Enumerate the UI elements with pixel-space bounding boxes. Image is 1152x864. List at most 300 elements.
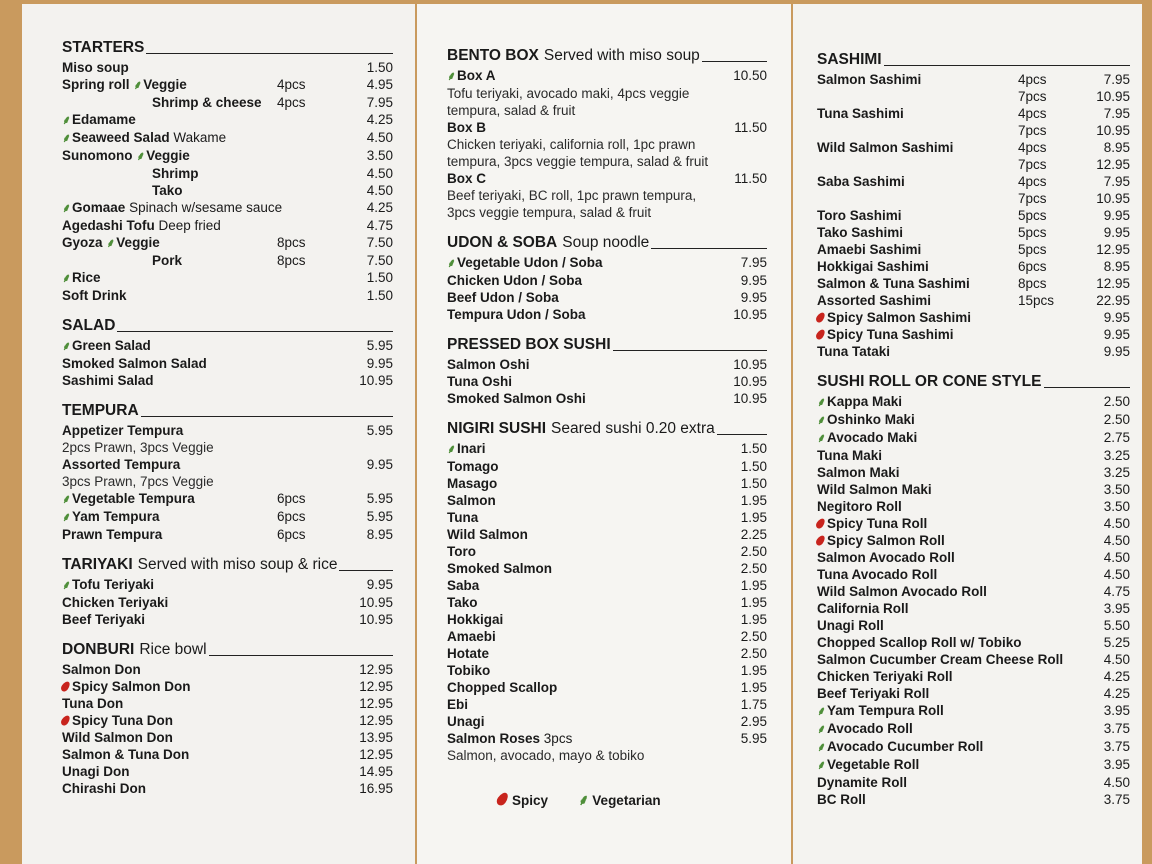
menu-section [447,46,767,221]
item-option: Tako [152,183,183,198]
item-name: Avocado Cucumber Roll [827,739,984,754]
menu-section [447,419,767,764]
item-name: Green Salad [72,338,151,353]
item-name: Spring roll [62,77,130,92]
item-price: 1.95 [740,680,767,695]
menu-item [817,791,1130,808]
item-name: Salmon Cucumber Cream Cheese Roll [817,652,1064,667]
item-price: 4.50 [366,166,393,181]
item-price: 3.75 [1103,721,1130,736]
item-name-cell [817,583,1018,600]
item-price: 12.95 [1096,157,1130,172]
menu-item [817,309,1130,326]
item-name: Tempura Udon / Soba [447,307,586,322]
menu-item [447,390,767,407]
item-name-cell [817,720,1018,738]
item-quantity: 8pcs [277,253,306,268]
item-name-cell [62,456,277,473]
item-description [447,747,767,764]
item-name: Vegetable Udon / Soba [457,255,603,270]
section-rule [717,434,767,435]
item-name-cell [817,481,1018,498]
menu-item [62,94,393,111]
item-name: Prawn Tempura [62,527,163,542]
item-price: 5.50 [1103,618,1130,633]
menu-item [62,147,393,165]
menu-item [447,458,767,475]
menu-item [447,306,767,323]
menu-item [447,526,767,543]
item-name-cell [817,600,1018,617]
item-quantity: 6pcs [277,491,306,506]
menu-item [62,252,393,269]
item-description-text: 3pcs Prawn, 7pcs Veggie [62,474,214,489]
item-price: 3.25 [1103,448,1130,463]
item-price: 7.95 [740,255,767,270]
item-option: Shrimp [152,166,199,181]
item-name-cell [447,611,721,628]
leaf-icon: ⸙ [817,431,827,445]
item-quantity: 5pcs [1018,225,1047,240]
item-name: Tako Sashimi [817,225,904,240]
item-name-cell [817,464,1018,481]
item-price: 14.95 [359,764,393,779]
item-name: Hokkigai Sashimi [817,259,929,274]
item-price: 5.95 [740,731,767,746]
menu-item [62,182,393,199]
item-option: Veggie [143,77,187,92]
item-name-cell [447,509,721,526]
menu-item [817,343,1130,360]
item-name: Salmon & Tuna Don [62,747,190,762]
item-quantity: 4pcs [1018,106,1047,121]
menu-item [62,337,393,355]
item-price: 4.25 [366,112,393,127]
item-name-cell [447,543,721,560]
menu-item [447,560,767,577]
item-name-cell [817,343,1018,360]
section-subtitle: Served with miso soup & rice [137,556,338,573]
section-rule [117,331,393,332]
item-name-cell [62,594,277,611]
item-price: 12.95 [1096,242,1130,257]
item-name: Negitoro Roll [817,499,902,514]
section-header [62,401,393,421]
item-name-cell [447,356,721,373]
section-rule [884,65,1130,66]
item-name: Wild Salmon Sashimi [817,140,954,155]
menu-item [62,59,393,76]
menu-item [62,234,393,252]
item-name: Rice [72,270,101,285]
item-price: 4.25 [366,200,393,215]
item-name: Chicken Teriyaki Roll [817,669,953,684]
item-price: 7.95 [366,95,393,110]
item-price: 9.95 [740,273,767,288]
leaf-icon: ⸙ [62,113,72,127]
item-name-cell [447,696,721,713]
item-name: Avocado Maki [827,430,918,445]
menu-item [62,490,393,508]
item-name: Wild Salmon Maki [817,482,932,497]
item-name-cell [447,475,721,492]
item-price: 7.50 [366,253,393,268]
item-price: 9.95 [366,356,393,371]
item-price: 5.95 [366,491,393,506]
menu-item [62,456,393,473]
menu-section [62,640,393,797]
menu-item [62,695,393,712]
section-title: TARIYAKI [62,556,133,573]
item-name: Smoked Salmon Salad [62,356,207,371]
menu-item [817,173,1130,190]
item-price: 4.50 [1103,516,1130,531]
menu-item [447,509,767,526]
menu-section [817,372,1130,808]
item-name-cell [62,165,277,182]
item-name: Vegetable Tempura [72,491,195,506]
section-title: PRESSED BOX SUSHI [447,336,611,353]
menu-section [817,50,1130,360]
item-name: Spicy Tuna Don [72,713,174,728]
menu-item [817,275,1130,292]
menu-section [447,233,767,323]
item-name: Chopped Scallop Roll w/ Tobiko [817,635,1022,650]
chili-icon [814,311,826,324]
menu-item [62,165,393,182]
menu-item [62,729,393,746]
item-price: 3.25 [1103,465,1130,480]
item-name-cell [62,355,277,372]
leaf-icon: ⸙ [817,740,827,754]
menu-item [817,549,1130,566]
item-option: Veggie [146,148,190,163]
item-name-cell [447,187,767,204]
menu-item [447,594,767,611]
menu-item [817,258,1130,275]
section-header [62,640,393,660]
chili-icon [495,791,510,808]
item-name: Toro [447,544,476,559]
leaf-icon: ⸙ [817,413,827,427]
item-price: 1.50 [366,270,393,285]
item-name-cell [447,204,767,221]
section-header [62,316,393,336]
section-header [447,233,767,253]
item-name-cell [817,685,1018,702]
section-header [62,555,393,575]
item-name-cell [817,411,1018,429]
menu-item [62,508,393,526]
section-header [62,38,393,58]
item-name-cell [817,447,1018,464]
menu-item [817,774,1130,791]
menu-item [62,594,393,611]
item-price: 9.95 [1103,208,1130,223]
item-price: 2.50 [740,629,767,644]
menu-item [447,119,767,136]
item-price: 10.95 [359,612,393,627]
menu-item [447,696,767,713]
item-price: 11.50 [734,120,767,135]
item-price: 1.95 [740,578,767,593]
item-name: Assorted Tempura [62,457,181,472]
item-name-cell [817,292,1018,309]
menu-item [447,679,767,696]
item-note: Deep fried [158,218,221,233]
item-price: 10.95 [733,374,767,389]
menu-item [62,526,393,543]
item-price: 3.75 [1103,792,1130,807]
item-name-cell [817,791,1018,808]
item-price: 4.75 [366,218,393,233]
menu-item [817,634,1130,651]
item-name-cell [817,71,1018,88]
item-name: Salmon Oshi [447,357,530,372]
item-name-cell [447,373,721,390]
item-price: 10.95 [1096,89,1130,104]
item-price: 5.95 [366,509,393,524]
item-name-cell [817,756,1018,774]
item-name: Appetizer Tempura [62,423,184,438]
item-price: 1.95 [740,595,767,610]
item-description [447,85,767,102]
menu-item [817,88,1130,105]
menu-item [817,122,1130,139]
section-rule [1044,387,1131,388]
item-name: Saba [447,578,480,593]
menu-item [62,287,393,304]
item-name: Unagi Don [62,764,130,779]
item-description [447,187,767,204]
item-name-cell [62,147,277,165]
item-name: Saba Sashimi [817,174,905,189]
item-price: 2.50 [740,646,767,661]
item-name: Beef Udon / Soba [447,290,559,305]
item-name-cell [817,651,1063,668]
item-description-text: Salmon, avocado, mayo & tobiko [447,748,645,763]
item-price: 1.95 [740,663,767,678]
item-name-cell [447,306,721,323]
item-price: 8.95 [1103,140,1130,155]
menu-item [62,576,393,594]
item-quantity: 8pcs [1018,276,1047,291]
item-price: 5.95 [366,423,393,438]
item-name-cell [447,85,767,102]
item-name: Inari [457,441,486,456]
item-quantity: 5pcs [1018,242,1047,257]
item-price: 12.95 [359,696,393,711]
item-description-text: Chicken teriyaki, california roll, 1pc prawn [447,137,696,152]
item-price: 4.95 [366,77,393,92]
item-name: Salmon Don [62,662,141,677]
item-description [62,439,393,456]
menu-item [62,746,393,763]
item-name-cell [62,576,277,594]
menu-item [62,199,393,217]
item-name-cell [447,136,767,153]
item-name-cell [62,217,277,234]
menu-item [817,429,1130,447]
item-name: Tuna Oshi [447,374,513,389]
legend-spicy-label: Spicy [512,793,549,808]
section-title: TEMPURA [62,402,139,419]
menu-item [447,577,767,594]
item-price: 2.50 [1103,394,1130,409]
item-price: 9.95 [1103,344,1130,359]
item-name-cell [447,747,767,764]
item-price: 3.50 [1103,482,1130,497]
menu-item [817,411,1130,429]
item-description [447,204,767,221]
menu-item [447,67,767,85]
item-name: Salmon Sashimi [817,72,922,87]
legend-veg [578,790,661,810]
section-subtitle: Soup noodle [562,234,650,251]
menu-item [817,515,1130,532]
item-name: Hotate [447,646,490,661]
item-price: 9.95 [740,290,767,305]
item-name: Tuna Avocado Roll [817,567,938,582]
item-name-cell [62,526,277,543]
menu-item [447,170,767,187]
menu-item [817,105,1130,122]
leaf-icon: ⸙ [136,149,146,163]
menu-item [447,645,767,662]
item-price: 4.25 [1103,686,1130,701]
item-name-cell [62,129,277,147]
menu-item [447,662,767,679]
item-quantity: 7pcs [1018,123,1047,138]
item-price: 1.50 [740,476,767,491]
item-name-cell [62,695,277,712]
item-name-cell [817,774,1018,791]
item-description [447,136,767,153]
item-name-cell [817,326,1018,343]
item-name: Dynamite Roll [817,775,908,790]
item-name-cell [62,337,277,355]
item-price: 2.50 [740,544,767,559]
menu-item [817,464,1130,481]
leaf-icon: ⸙ [447,69,457,83]
section-rule [702,61,767,62]
section-rule [613,350,767,351]
section-header [447,335,767,355]
item-quantity: 6pcs [277,527,306,542]
menu-panel-left [22,4,415,864]
item-name: Spicy Salmon Roll [827,533,945,548]
item-price: 1.50 [740,441,767,456]
section-rule [209,655,393,656]
item-name: Oshinko Maki [827,412,915,427]
item-name-cell [817,258,1018,275]
section-title: SUSHI ROLL OR CONE STYLE [817,373,1042,390]
menu-section [447,335,767,407]
menu-section [62,401,393,543]
item-name-cell [447,102,767,119]
item-price: 9.95 [366,577,393,592]
item-name: Tako [447,595,478,610]
item-name-cell [62,508,277,526]
item-price: 3.95 [1103,757,1130,772]
item-name: Box A [457,68,496,83]
item-price: 4.50 [1103,775,1130,790]
item-name-cell [817,702,1018,720]
menu-item [817,447,1130,464]
item-name-cell [817,498,1018,515]
item-name: Tuna Tataki [817,344,891,359]
menu-item [817,292,1130,309]
item-name-cell [62,269,277,287]
menu-item [62,269,393,287]
menu-item [447,356,767,373]
item-name: Miso soup [62,60,129,75]
item-price: 10.95 [1096,123,1130,138]
leaf-icon: ⸙ [62,201,72,215]
item-name: Tomago [447,459,499,474]
item-name: California Roll [817,601,909,616]
chili-icon [814,328,826,341]
menu-item [62,355,393,372]
leaf-icon: ⸙ [133,78,143,92]
item-price: 2.95 [740,714,767,729]
item-name: Chopped Scallop [447,680,558,695]
item-quantity: 8pcs [277,235,306,250]
section-title: BENTO BOX [447,47,539,64]
menu-item [62,611,393,628]
section-title: NIGIRI SUSHI [447,420,547,437]
menu-item [447,492,767,509]
item-price: 5.25 [1103,635,1130,650]
menu-item [817,190,1130,207]
menu-item [817,156,1130,173]
item-name: Yam Tempura [72,509,160,524]
item-name-cell [817,173,1018,190]
section-rule [651,248,767,249]
leaf-icon: ⸙ [817,395,827,409]
item-name: BC Roll [817,792,866,807]
item-name: Salmon Avocado Roll [817,550,955,565]
item-name-cell [817,241,1018,258]
item-price: 2.75 [1103,430,1130,445]
item-name-cell [817,429,1018,447]
item-price: 3.50 [366,148,393,163]
item-price: 16.95 [359,781,393,796]
legend [498,790,661,810]
section-title: SASHIMI [817,51,882,68]
menu-item [817,393,1130,411]
leaf-icon: ⸙ [62,131,72,145]
legend-veg-label: Vegetarian [592,793,661,808]
item-name-cell [447,390,721,407]
item-name: Box C [447,171,487,186]
item-name-cell [817,309,1018,326]
item-quantity: 6pcs [277,509,306,524]
section-header [817,50,1130,70]
menu-section [62,38,393,304]
menu-section [62,316,393,389]
item-name: Spicy Tuna Roll [827,516,928,531]
item-price: 12.95 [359,747,393,762]
section-title: STARTERS [62,39,145,56]
item-price: 1.95 [740,510,767,525]
menu-item [817,583,1130,600]
menu-item [817,207,1130,224]
menu-item [447,628,767,645]
item-price: 1.50 [740,459,767,474]
menu-item [62,780,393,797]
item-name: Soft Drink [62,288,127,303]
